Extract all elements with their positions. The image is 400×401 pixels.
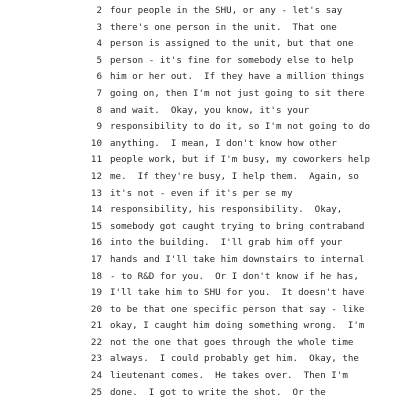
line-number: 4 bbox=[96, 38, 102, 50]
line-number: 12 bbox=[90, 170, 102, 182]
transcript-line bbox=[86, 3, 370, 20]
line-text: - to R&D for you. Or I don't know if he has, bbox=[110, 270, 359, 282]
line-text: into the building. I'll grab him off your bbox=[110, 237, 343, 249]
line-text: anything. I mean, I don't know how other bbox=[110, 137, 337, 149]
line-text: done. I got to write the shot. Or the bbox=[110, 386, 326, 398]
line-text: four people in the SHU, or any - let's say bbox=[110, 5, 343, 16]
line-number: 13 bbox=[90, 187, 102, 199]
transcript-line bbox=[86, 136, 370, 153]
transcript-line bbox=[86, 186, 370, 203]
transcript-line bbox=[86, 285, 370, 302]
line-number: 23 bbox=[90, 353, 102, 365]
line-text: person is assigned to the unit, but that one bbox=[110, 38, 354, 50]
line-number: 22 bbox=[90, 336, 102, 348]
transcript-line bbox=[86, 119, 370, 136]
line-text: there's one person in the unit. That one bbox=[110, 21, 337, 33]
line-text: him or her out. If they have a million things bbox=[110, 71, 365, 83]
line-number: 24 bbox=[90, 370, 102, 382]
transcript-line bbox=[86, 235, 370, 252]
line-number: 15 bbox=[90, 220, 102, 232]
transcript-line bbox=[86, 318, 370, 335]
line-text: hands and I'll take him downstairs to internal bbox=[110, 253, 365, 265]
line-number: 17 bbox=[90, 253, 102, 265]
line-number: 8 bbox=[96, 104, 102, 116]
line-number: 20 bbox=[90, 303, 102, 315]
line-text: responsibility, his responsibility. Okay, bbox=[110, 204, 343, 216]
line-text: person - it's fine for somebody else to help bbox=[110, 54, 354, 66]
line-number: 18 bbox=[90, 270, 102, 282]
line-number: 5 bbox=[96, 54, 102, 66]
line-text: always. I could probably get him. Okay, the bbox=[110, 353, 359, 365]
line-number: 21 bbox=[90, 320, 102, 332]
transcript-line bbox=[86, 302, 370, 319]
line-text: somebody got caught trying to bring contraband bbox=[110, 220, 365, 232]
line-text: going on, then I'm not just going to sit there bbox=[110, 87, 365, 99]
line-number: 2 bbox=[96, 5, 102, 16]
transcript-line bbox=[86, 103, 370, 120]
transcript-line bbox=[86, 385, 370, 401]
transcript-line bbox=[86, 169, 370, 186]
line-number: 9 bbox=[96, 121, 102, 133]
transcript-line bbox=[86, 152, 370, 169]
line-text: okay, I caught him doing something wrong. I'm bbox=[110, 320, 365, 332]
transcript-line bbox=[86, 86, 370, 103]
line-text: lieutenant comes. He takes over. Then I'm bbox=[110, 370, 348, 382]
line-text: to be that one specific person that say - like bbox=[110, 303, 365, 315]
line-text: responsibility to do it, so I'm not going to do bbox=[110, 121, 370, 133]
line-number: 6 bbox=[96, 71, 102, 83]
transcript-lines bbox=[86, 3, 370, 401]
line-number: 3 bbox=[96, 21, 102, 33]
line-text: not the one that goes through the whole time bbox=[110, 336, 354, 348]
line-text: people work, but if I'm busy, my coworkers help bbox=[110, 154, 370, 166]
line-text: I'll take him to SHU for you. It doesn't have bbox=[110, 287, 365, 299]
line-text: me. If they're busy, I help them. Again, so bbox=[110, 170, 359, 182]
line-number: 19 bbox=[90, 287, 102, 299]
transcript-line bbox=[86, 36, 370, 53]
line-text: it's not - even if it's per se my bbox=[110, 187, 293, 199]
transcript-line bbox=[86, 69, 370, 86]
line-number: 10 bbox=[90, 137, 102, 149]
transcript-line bbox=[86, 53, 370, 70]
line-number: 16 bbox=[90, 237, 102, 249]
transcript-line bbox=[86, 368, 370, 385]
transcript-line bbox=[86, 351, 370, 368]
line-number: 25 bbox=[90, 386, 102, 398]
line-text: and wait. Okay, you know, it's your bbox=[110, 104, 310, 116]
transcript-line bbox=[86, 335, 370, 352]
line-number: 11 bbox=[90, 154, 102, 166]
transcript-line bbox=[86, 219, 370, 236]
line-number: 7 bbox=[96, 87, 102, 99]
transcript-line bbox=[86, 20, 370, 37]
transcript-line bbox=[86, 252, 370, 269]
transcript-line bbox=[86, 202, 370, 219]
line-number: 14 bbox=[90, 204, 102, 216]
transcript-line bbox=[86, 269, 370, 286]
